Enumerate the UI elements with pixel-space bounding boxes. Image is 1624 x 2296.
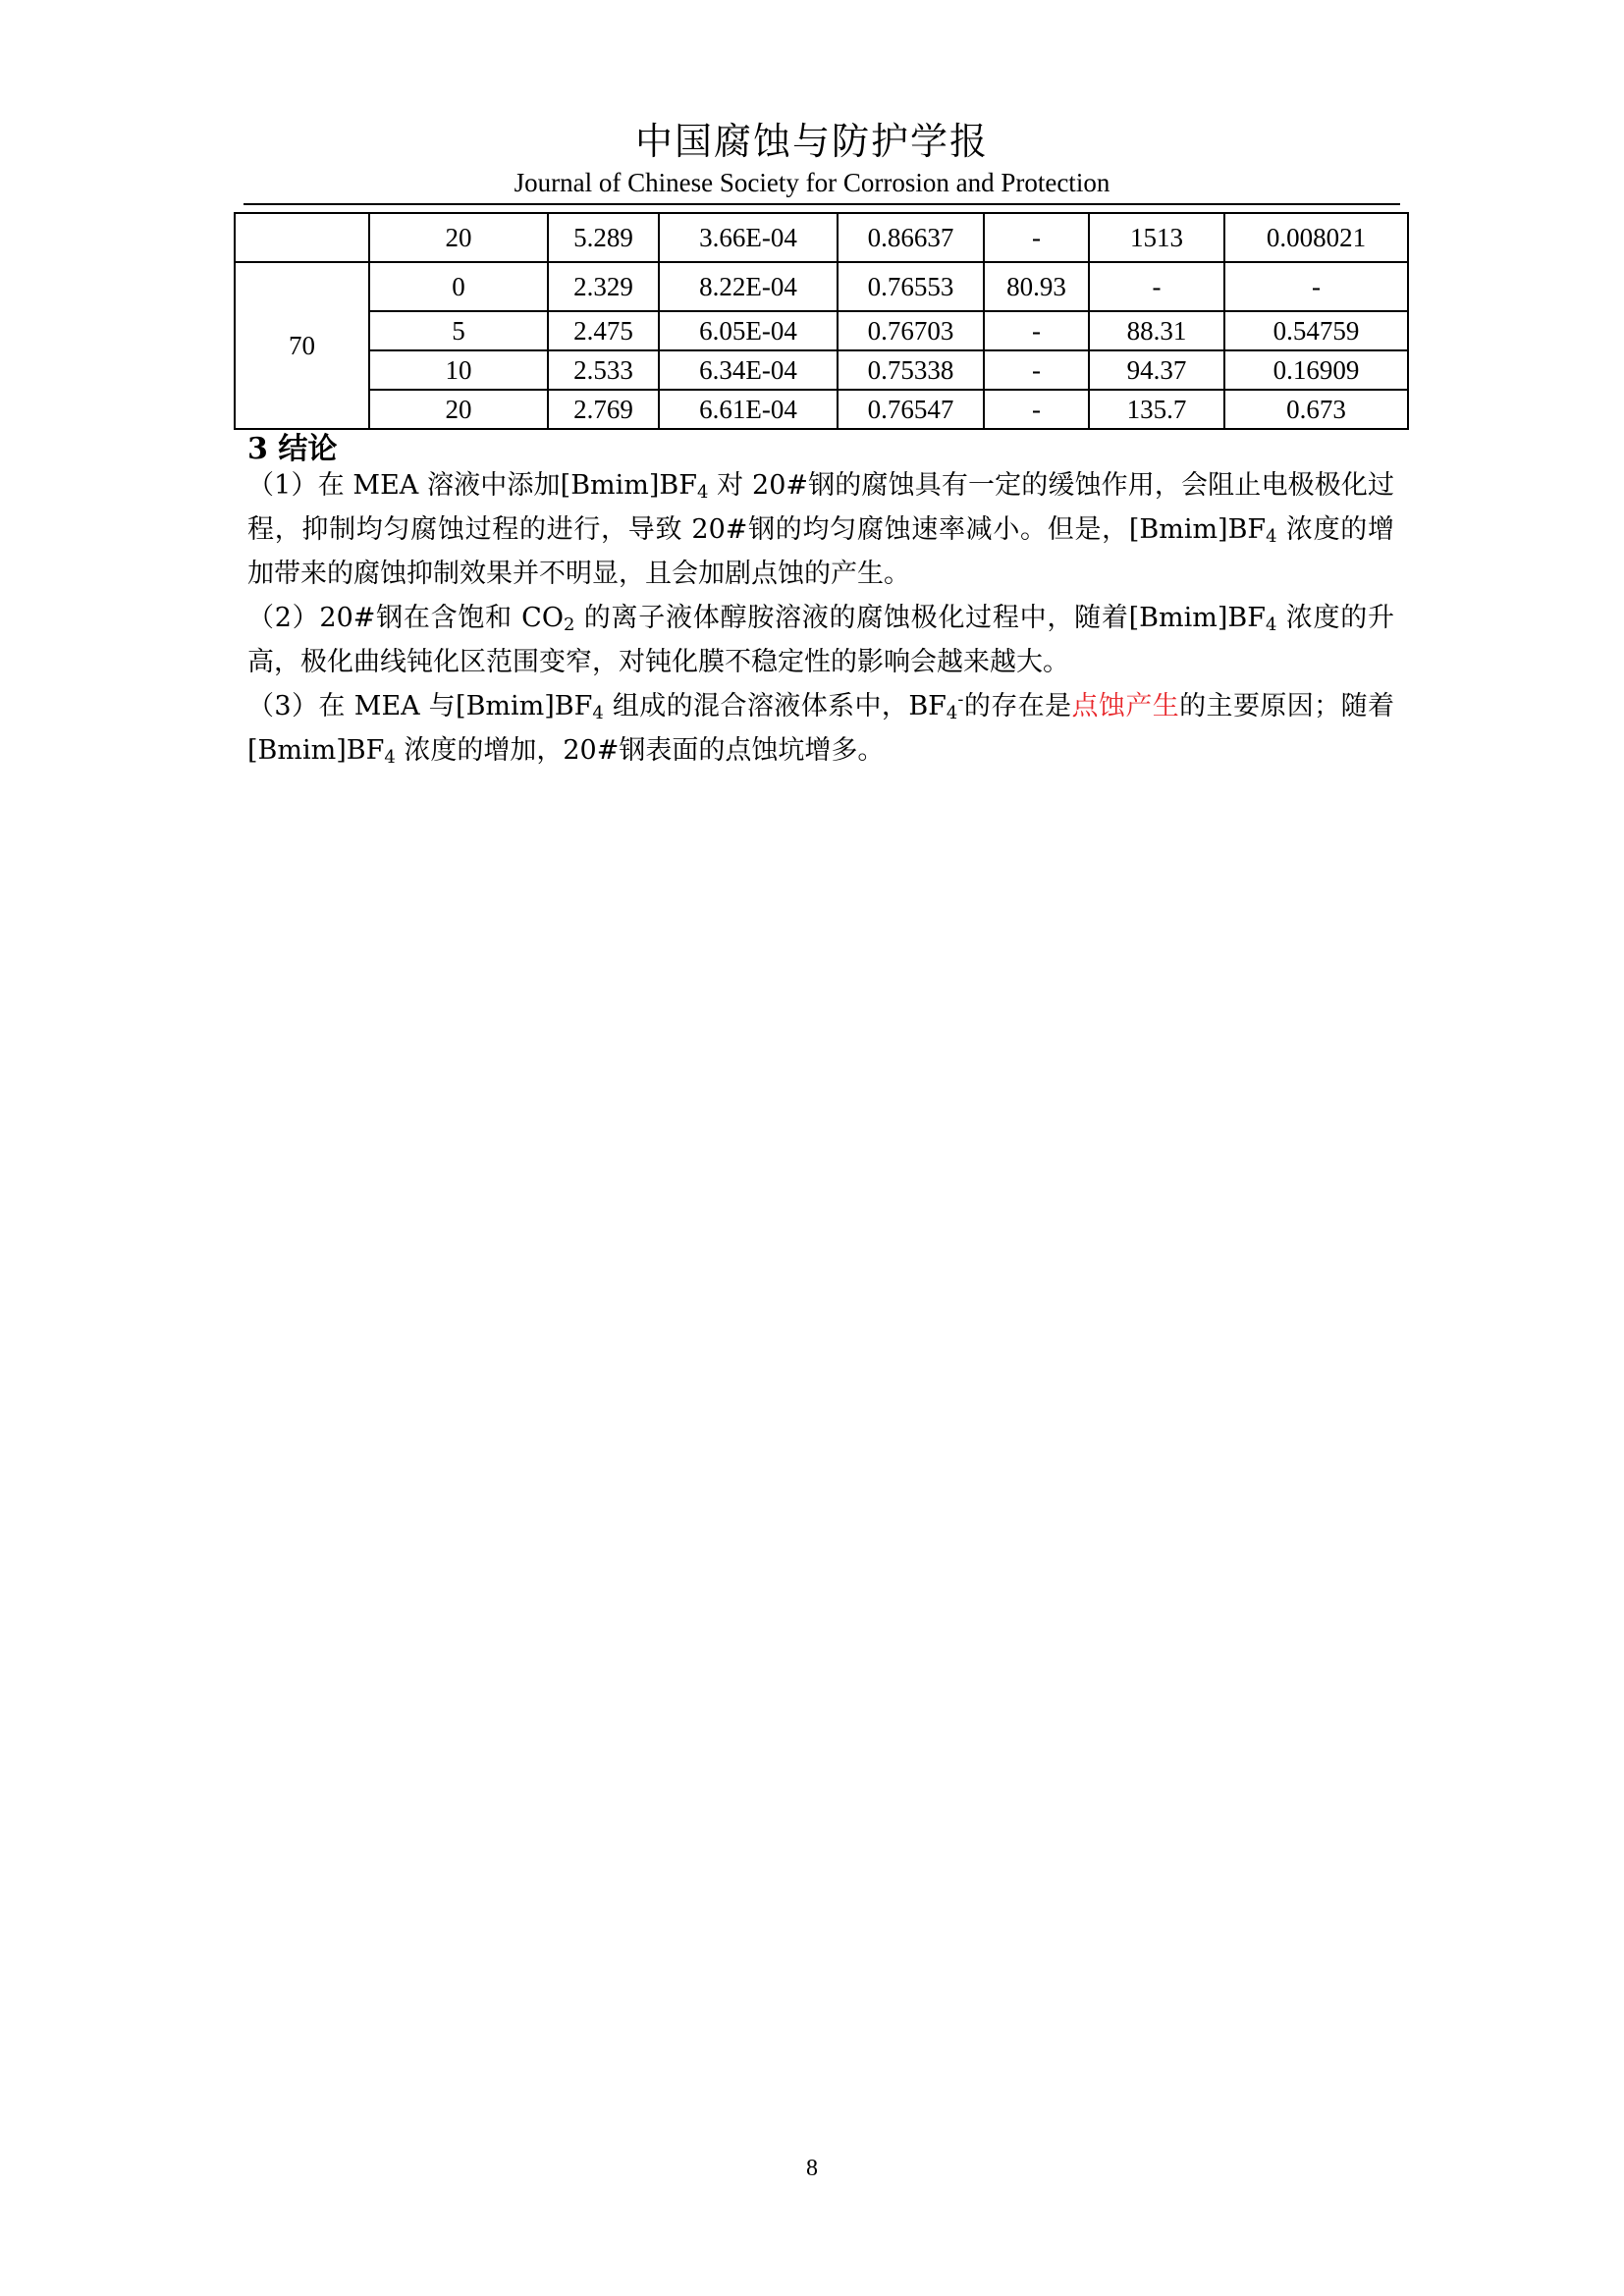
para-text: 浓度的升高，极化曲线钝化区范围变窄，对钝化膜不稳定性的影响会越来越大。 <box>247 603 1394 677</box>
table-row <box>235 262 1408 311</box>
table-cell: 8.22E-04 <box>659 262 838 311</box>
journal-title-cn: 中国腐蚀与防护学报 <box>634 120 989 163</box>
table-cell: 0.76547 <box>838 390 984 429</box>
table-row <box>235 213 1408 262</box>
para-text: 对 20#钢的腐蚀具有一定的缓蚀作用，会阻止电极极化过程，抑制均匀腐蚀过程的进行，导致 20#钢的均匀腐蚀速率减小。但是，[Bmim]BF <box>247 470 1394 545</box>
table-cell: 3.66E-04 <box>659 213 838 262</box>
table-cell: 2.475 <box>548 311 659 350</box>
table-cell: 0.008021 <box>1224 213 1408 262</box>
table-cell: - <box>984 390 1089 429</box>
table-cell: 88.31 <box>1089 311 1224 350</box>
section-heading: 3 结论 <box>247 432 338 466</box>
table-row <box>235 350 1408 390</box>
table-cell: - <box>1089 262 1224 311</box>
table-cell: 80.93 <box>984 262 1089 311</box>
para-text: 浓度的增加带来的腐蚀抑制效果并不明显，且会加剧点蚀的产生。 <box>247 514 1394 589</box>
page-number: 8 <box>806 2156 818 2181</box>
table-cell: 0.86637 <box>838 213 984 262</box>
subscript: 2 <box>563 614 575 635</box>
table-cell: 20 <box>369 390 548 429</box>
table-row <box>235 311 1408 350</box>
subscript: 4 <box>1265 614 1277 635</box>
table-cell: 0.16909 <box>1224 350 1408 390</box>
table-cell-group: 70 <box>235 262 369 429</box>
table-cell: 6.05E-04 <box>659 311 838 350</box>
para-text: 的主要原因；随着[Bmim]BF <box>247 691 1394 766</box>
table-cell: 0 <box>369 262 548 311</box>
para-text: 浓度的增加，20#钢表面的点蚀坑增多。 <box>395 735 885 766</box>
table-cell: 0.76553 <box>838 262 984 311</box>
conclusion-paragraph-2 <box>247 596 1394 684</box>
table-cell: 135.7 <box>1089 390 1224 429</box>
table-cell: - <box>1224 262 1408 311</box>
subscript: 4 <box>384 747 396 768</box>
table-cell: 10 <box>369 350 548 390</box>
para-text: 组成的混合溶液体系中，BF <box>603 691 947 721</box>
table-cell: 6.61E-04 <box>659 390 838 429</box>
subscript: 4 <box>1266 526 1277 547</box>
para-text: 的存在是 <box>963 691 1072 721</box>
subscript: 4 <box>946 703 958 723</box>
header-rule <box>244 203 1400 205</box>
para-text: （3）在 MEA 与[Bmim]BF <box>247 691 593 721</box>
table-cell: - <box>984 350 1089 390</box>
para-text: （1）在 MEA 溶液中添加[Bmim]BF <box>247 470 698 501</box>
table-cell: 0.75338 <box>838 350 984 390</box>
journal-title-en: Journal of Chinese Society for Corrosion and Protection <box>514 168 1110 197</box>
journal-header <box>0 118 1624 200</box>
table-cell: - <box>984 311 1089 350</box>
table-cell: 20 <box>369 213 548 262</box>
table-cell: 0.76703 <box>838 311 984 350</box>
superscript: - <box>957 689 964 710</box>
highlighted-text: 点蚀产生 <box>1071 691 1180 721</box>
table-cell: 5.289 <box>548 213 659 262</box>
conclusion-paragraph-1 <box>247 463 1394 596</box>
table-cell: 2.769 <box>548 390 659 429</box>
table-row <box>235 390 1408 429</box>
conclusion-paragraph-3 <box>247 684 1394 773</box>
subscript: 4 <box>592 703 604 723</box>
table-cell: 0.54759 <box>1224 311 1408 350</box>
table-cell: 5 <box>369 311 548 350</box>
table-cell: 1513 <box>1089 213 1224 262</box>
table-cell-group <box>235 213 369 262</box>
table-cell: 6.34E-04 <box>659 350 838 390</box>
table-cell: 2.533 <box>548 350 659 390</box>
data-table <box>234 212 1409 430</box>
para-text: （2）20#钢在含饱和 CO <box>247 603 564 633</box>
table-cell: - <box>984 213 1089 262</box>
subscript: 4 <box>697 482 709 503</box>
table-cell: 2.329 <box>548 262 659 311</box>
para-text: 的离子液体醇胺溶液的腐蚀极化过程中，随着[Bmim]BF <box>574 603 1266 633</box>
table-cell: 94.37 <box>1089 350 1224 390</box>
table-cell: 0.673 <box>1224 390 1408 429</box>
